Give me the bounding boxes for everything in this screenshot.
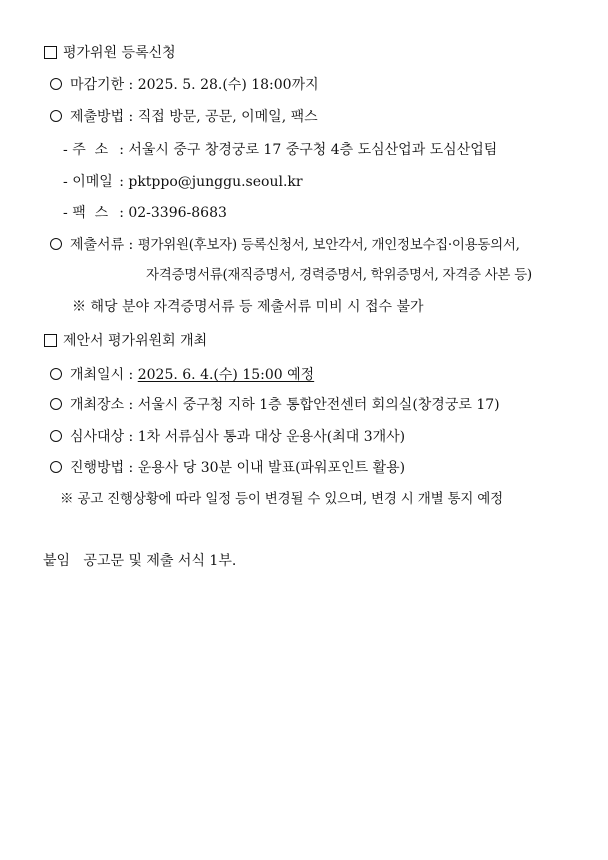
docs-value-line1: 평가위원(후보자) 등록신청서, 보안각서, 개인정보수집·이용동의서,: [137, 237, 520, 253]
docs-value-line2: 자격증명서류(재직증명서, 경력증명서, 학위증명서, 자격증 사본 등): [146, 267, 532, 283]
dash-bullet: -: [63, 205, 68, 221]
review-target-label: 심사대상: [70, 429, 125, 445]
meeting-place-value: 서울시 중구청 지하 1층 통합안전센터 회의실(창경궁로 17): [137, 397, 500, 413]
procedure-row: 진행방법 : 운용사 당 30분 이내 발표(파워포인트 활용): [50, 458, 405, 478]
fax-value: 02-3396-8683: [128, 205, 227, 221]
meeting-date-row: 개최일시 : 2025. 6. 4.(수) 15:00 예정: [50, 365, 314, 385]
square-bullet-icon: [44, 334, 57, 347]
circle-bullet-icon: [50, 238, 62, 250]
circle-bullet-icon: [50, 398, 62, 410]
email-value: pktppo@junggu.seoul.kr: [128, 174, 303, 190]
square-bullet-icon: [44, 46, 57, 59]
registration-note: ※ 해당 분야 자격증명서류 등 제출서류 미비 시 접수 불가: [72, 299, 424, 315]
procedure-label: 진행방법: [70, 460, 125, 476]
method-value: 직접 방문, 공문, 이메일, 팩스: [137, 109, 318, 125]
dash-bullet: -: [63, 174, 68, 190]
attachment-text: 공고문 및 제출 서식 1부.: [83, 553, 237, 569]
email-label: 이메일: [72, 174, 113, 190]
meeting-place-row: 개최장소 : 서울시 중구청 지하 1층 통합안전센터 회의실(창경궁로 17): [50, 395, 500, 415]
deadline-label: 마감기한: [70, 77, 125, 93]
section-heading-registration: [44, 43, 176, 63]
committee-note: ※ 공고 진행상황에 따라 일정 등이 변경될 수 있으며, 변경 시 개별 통지 예정: [60, 491, 503, 507]
meeting-date-value: 2025. 6. 4.(수) 15:00 예정: [137, 367, 315, 383]
attachment-line: [43, 551, 236, 571]
dash-bullet: -: [63, 142, 68, 158]
meeting-place-label: 개최장소: [70, 397, 125, 413]
address-row: - 주 소 : 서울시 중구 창경궁로 17 중구청 4층 도심산업과 도심산업팀: [63, 142, 498, 158]
method-row: 제출방법 : 직접 방문, 공문, 이메일, 팩스: [50, 107, 318, 127]
method-label: 제출방법: [70, 109, 125, 125]
procedure-value: 운용사 당 30분 이내 발표(파워포인트 활용): [137, 460, 406, 476]
docs-row: 제출서류 : 평가위원(후보자) 등록신청서, 보안각서, 개인정보수집·이용동의서,: [50, 235, 520, 255]
section-heading-committee: [44, 331, 207, 351]
fax-row: - 팩 스 : 02-3396-8683: [63, 205, 227, 221]
attachment-label: 붙임: [43, 553, 71, 569]
review-target-row: 심사대상 : 1차 서류심사 통과 대상 운용사(최대 3개사): [50, 427, 405, 447]
section-title: 평가위원 등록신청: [63, 45, 176, 61]
meeting-date-label: 개최일시: [70, 367, 125, 383]
docs-label: 제출서류: [70, 237, 125, 253]
address-value: 서울시 중구 창경궁로 17 중구청 4층 도심산업과 도심산업팀: [128, 142, 498, 158]
review-target-value: 1차 서류심사 통과 대상 운용사(최대 3개사): [137, 429, 406, 445]
circle-bullet-icon: [50, 78, 62, 90]
circle-bullet-icon: [50, 110, 62, 122]
section-title: 제안서 평가위원회 개최: [63, 333, 208, 349]
address-label: 주 소: [72, 142, 109, 158]
circle-bullet-icon: [50, 430, 62, 442]
circle-bullet-icon: [50, 461, 62, 473]
circle-bullet-icon: [50, 368, 62, 380]
fax-label: 팩 스: [72, 205, 109, 221]
email-row: - 이메일 : pktppo@junggu.seoul.kr: [63, 174, 303, 190]
deadline-value: 2025. 5. 28.(수) 18:00까지: [137, 77, 319, 93]
deadline-row: 마감기한 : 2025. 5. 28.(수) 18:00까지: [50, 75, 319, 95]
